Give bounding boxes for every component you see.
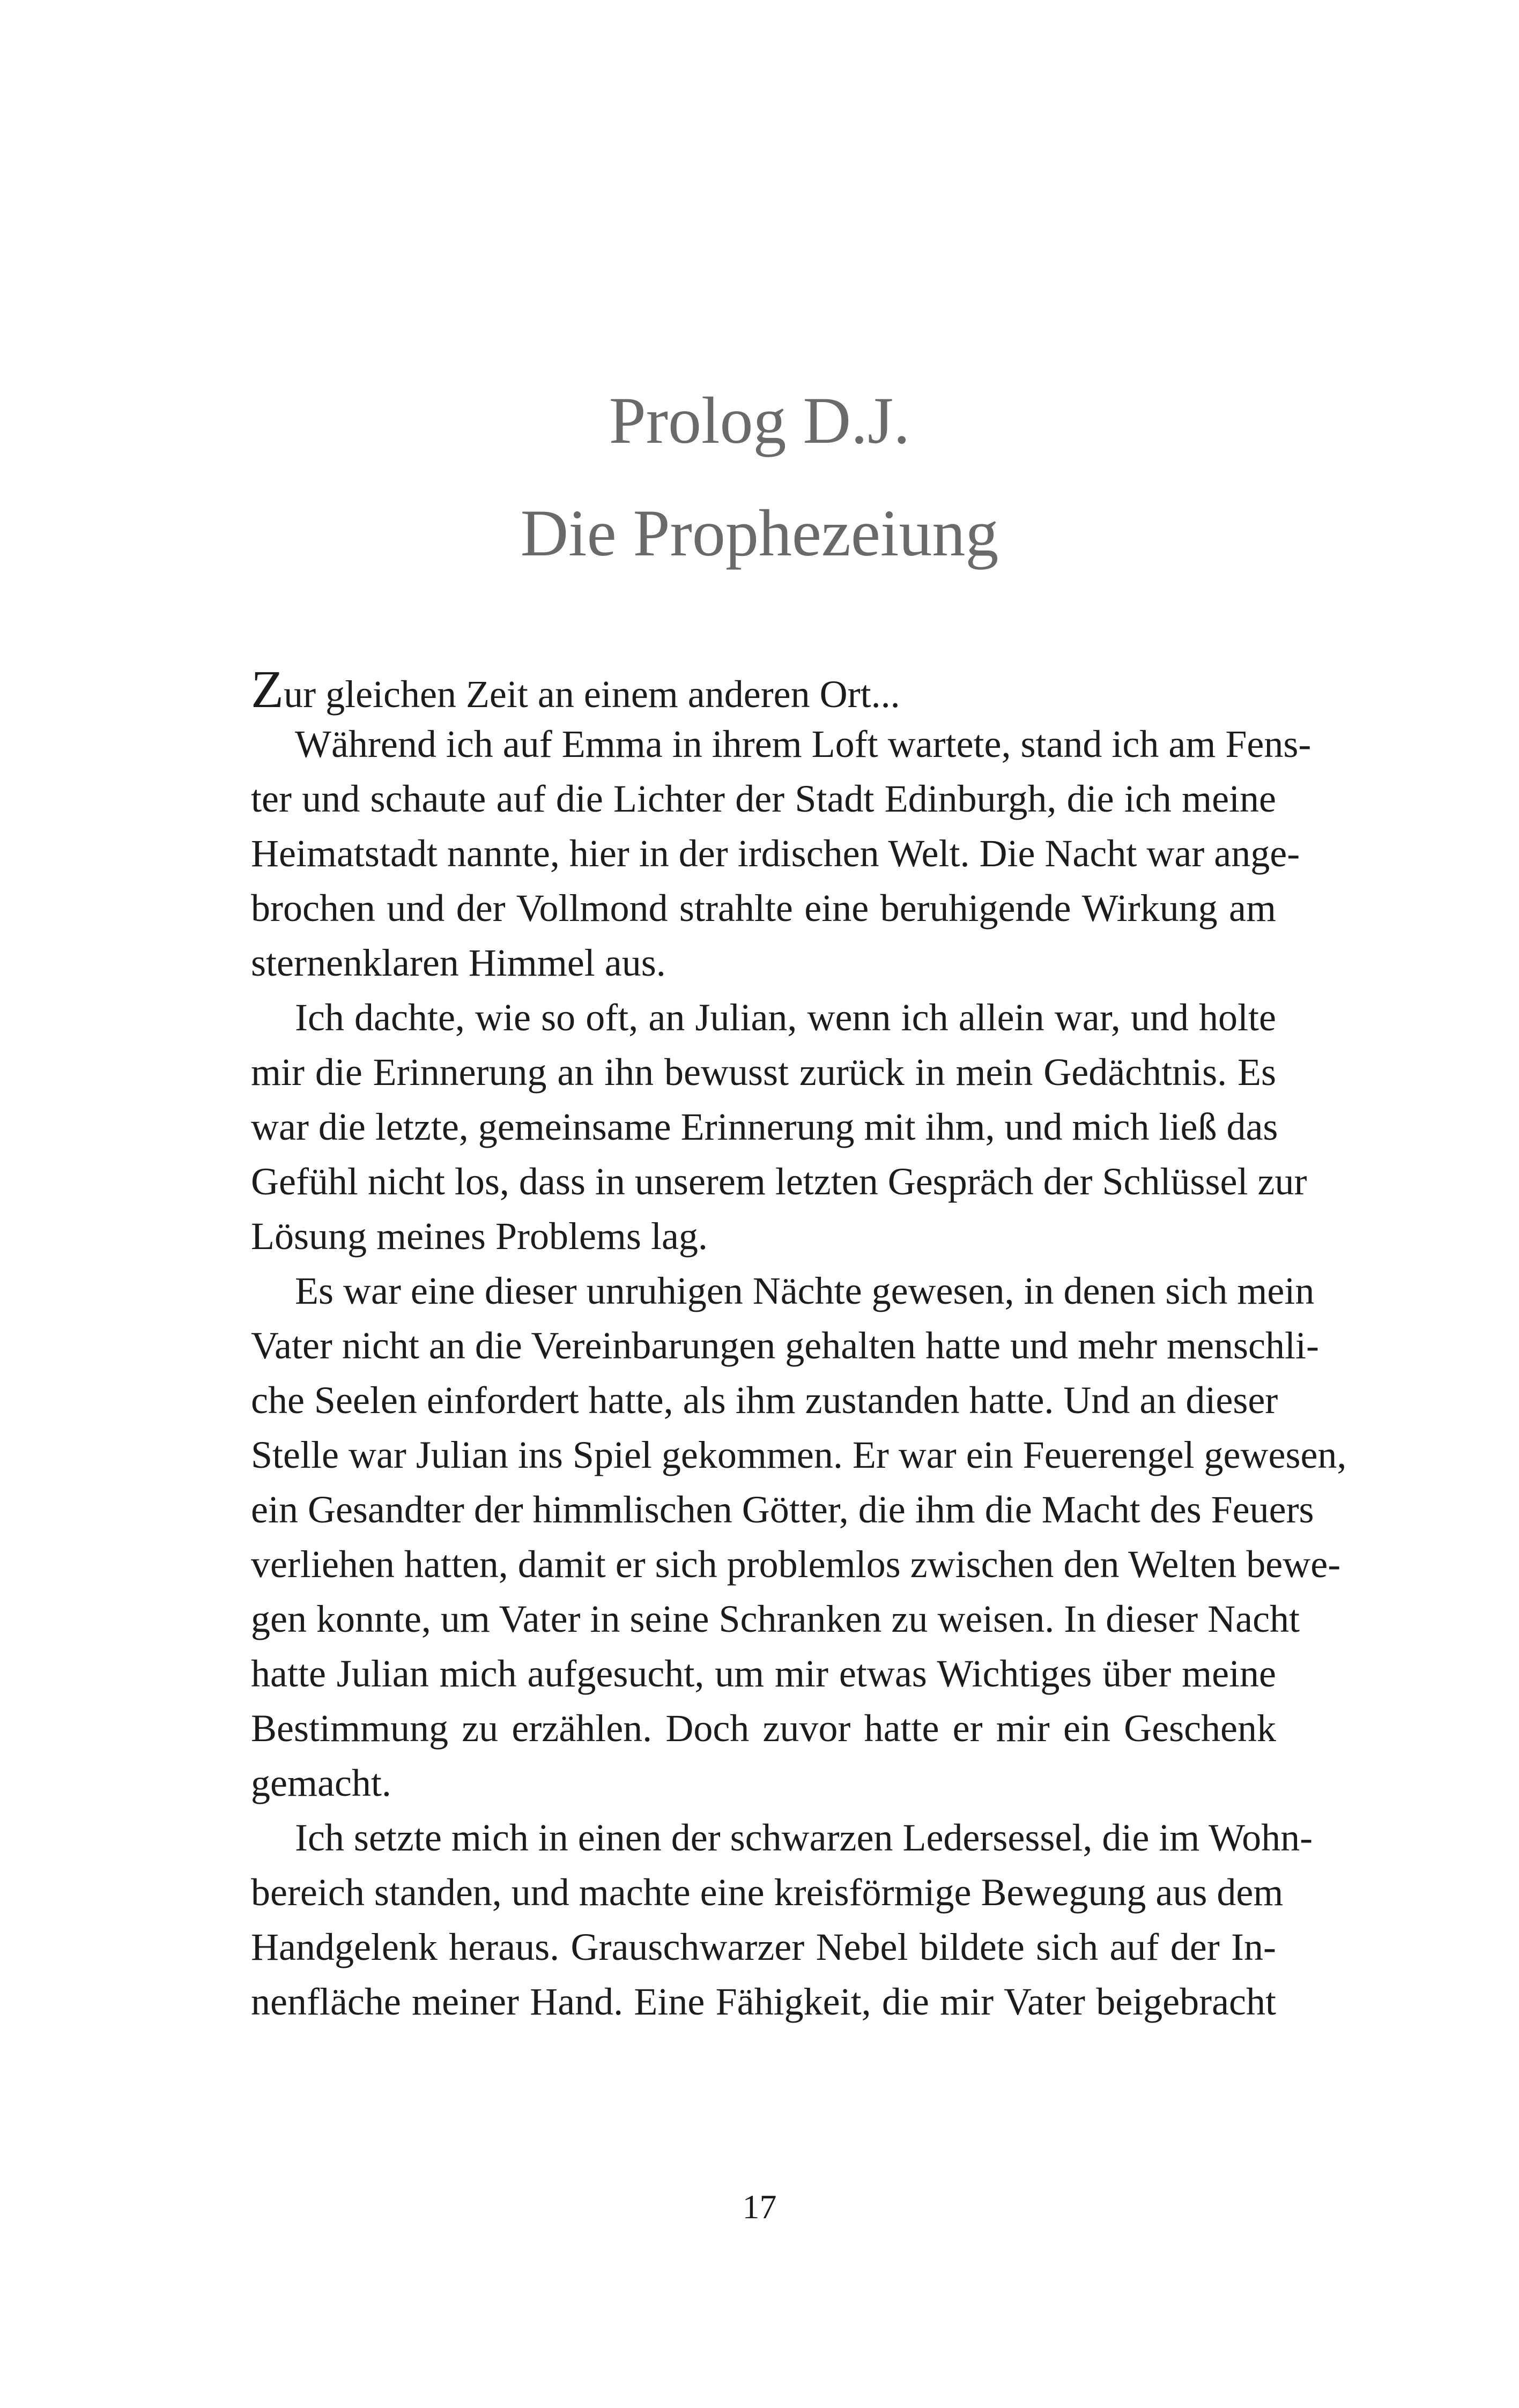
page-number: 17 bbox=[742, 2188, 777, 2226]
text-line: gemacht. bbox=[251, 1762, 391, 1804]
text-line: Gefühl nicht los, dass in unserem letzten Gespräch der Schlüssel zur bbox=[251, 1160, 1307, 1203]
text-line: bereich standen, und machte eine kreisförmige Bewegung aus dem bbox=[251, 1871, 1284, 1914]
chapter-title: Prolog D.J. bbox=[609, 384, 910, 457]
text-line: che Seelen einfordert hatte, als ihm zustanden hatte. Und an dieser bbox=[251, 1379, 1278, 1422]
opening-initial: Z bbox=[251, 659, 284, 719]
opening-line bbox=[251, 659, 1276, 719]
text-line: ter und schaute auf die Lichter der Stadt Edinburgh, die ich meine bbox=[251, 777, 1276, 820]
text-line: Bestimmung zu erzählen. Doch zuvor hatte er mir ein Geschenk bbox=[251, 1707, 1276, 1750]
text-line: Vater nicht an die Vereinbarungen gehalten hatte und mehr menschli- bbox=[251, 1324, 1319, 1367]
text-line: Handgelenk heraus. Grauschwarzer Nebel bildete sich auf der In- bbox=[251, 1926, 1276, 1968]
chapter-heading bbox=[0, 365, 1519, 590]
text-line: verliehen hatten, damit er sich problemlos zwischen den Welten bewe- bbox=[251, 1543, 1341, 1586]
text-line: gen konnte, um Vater in seine Schranken zu weisen. In dieser Nacht bbox=[251, 1597, 1300, 1640]
text-line: Ich dachte, wie so oft, an Julian, wenn ich allein war, und holte bbox=[295, 996, 1276, 1039]
text-line: Während ich auf Emma in ihrem Loft wartete, stand ich am Fens- bbox=[295, 723, 1311, 765]
text-line: hatte Julian mich aufgesucht, um mir etwas Wichtiges über meine bbox=[251, 1652, 1276, 1695]
opening-text: ur gleichen Zeit an einem anderen Ort... bbox=[284, 673, 900, 716]
text-line: Es war eine dieser unruhigen Nächte gewesen, in denen sich mein bbox=[295, 1269, 1315, 1312]
text-line: brochen und der Vollmond strahlte eine beruhigende Wirkung am bbox=[251, 887, 1276, 930]
text-line: sternenklaren Himmel aus. bbox=[251, 941, 666, 984]
text-line: Lösung meines Problems lag. bbox=[251, 1215, 708, 1258]
text-line: nenfläche meiner Hand. Eine Fähigkeit, die mir Vater beigebracht bbox=[251, 1980, 1276, 2023]
text-line: Heimatstadt nannte, hier in der irdischen Welt. Die Nacht war ange- bbox=[251, 832, 1300, 875]
text-line: Ich setzte mich in einen der schwarzen Ledersessel, die im Wohn- bbox=[295, 1816, 1313, 1859]
text-line: mir die Erinnerung an ihn bewusst zurück in mein Gedächtnis. Es bbox=[251, 1051, 1276, 1094]
text-line: war die letzte, gemeinsame Erinnerung mit ihm, und mich ließ das bbox=[251, 1105, 1278, 1148]
chapter-subtitle: Die Prophezeiung bbox=[520, 496, 999, 570]
text-line: ein Gesandter der himmlischen Götter, die ihm die Macht des Feuers bbox=[251, 1488, 1314, 1531]
body-text bbox=[251, 659, 1347, 2029]
text-line: Stelle war Julian ins Spiel gekommen. Er war ein Feuerengel gewesen, bbox=[251, 1433, 1347, 1476]
